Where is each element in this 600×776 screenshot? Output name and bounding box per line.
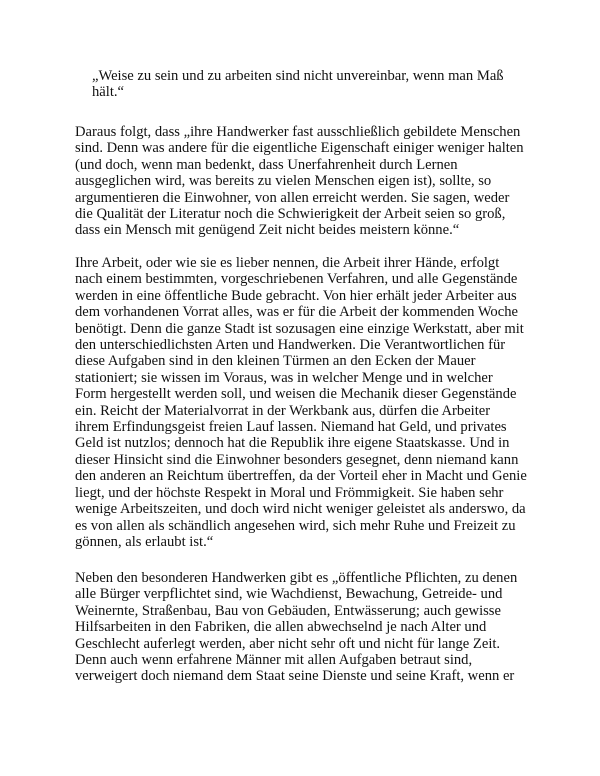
quote-block: „Weise zu sein und zu arbeiten sind nicht unvereinbar, wenn man Maß hält.“ — [92, 68, 504, 101]
paragraph-1: Daraus folgt, dass „ihre Handwerker fast ausschließlich gebildete Menschen sind. Denn was andere für die eigentliche Eigenschaft einiger weniger halten (und doch, wenn man bedenkt, dass Unerfahrenheit durch Lernen ausgeglichen wird, was bereits zu vielen Menschen eigen ist), sollte, so argumentieren die Einwohner, von allen erreicht werden. Sie sagen, weder die Qualität der Literatur noch die Schwierigkeit der Arbeit seien so groß, dass ein Mensch mit genügend Zeit nicht beides meistern könne.“ — [75, 124, 524, 239]
paragraph-3: Neben den besonderen Handwerken gibt es „öffentliche Pflichten, zu denen alle Bürger verpflichtet sind, wie Wachdienst, Bewachung, Getreide- und Weinernte, Straßenbau, Bau von Gebäuden, Entwässerung; auch gewisse Hilfsarbeiten in den Fabriken, die allen abwechselnd je nach Alter und Geschlecht auferlegt werden, aber nicht sehr oft und nicht für lange Zeit. Denn auch wenn erfahrene Männer mit allen Aufgaben betraut sind, verweigert doch niemand dem Staat seine Dienste und seine Kraft, wenn er — [75, 570, 518, 685]
paragraph-2: Ihre Arbeit, oder wie sie es lieber nennen, die Arbeit ihrer Hände, erfolgt nach einem bestimmten, vorgeschriebenen Verfahren, und alle Gegenstände werden in eine öffentliche Bude gebracht. Von hier erhält jeder Arbeiter aus dem vorhandenen Vorrat alles, was er für die Arbeit der kommenden Woche benötigt. Denn die ganze Stadt ist sozusagen eine einzige Werkstatt, aber mit den unterschiedlichsten Arten und Handwerken. Die Verantwortlichen für diese Aufgaben sind in den kleinen Türmen an den Ecken der Mauer stationiert; sie wissen im Voraus, was in welcher Menge und in welcher Form hergestellt werden soll, und weisen die Mechanik dieser Gegenstände ein. Reicht der Materialvorrat in der Werkbank aus, dürfen die Arbeiter ihrem Erfindungsgeist freien Lauf lassen. Niemand hat Geld, und privates Geld ist nutzlos; dennoch hat die Republik ihre eigene Staatskasse. Und in dieser Hinsicht sind die Einwohner besonders gesegnet, denn niemand kann den anderen an Reichtum übertreffen, da der Vorteil eher in Macht und Genie liegt, und der höchste Respekt in Moral und Frömmigkeit. Sie haben sehr wenige Arbeitszeiten, und doch wird nicht weniger geleistet als anderswo, da es von allen als schändlich angesehen wird, sich mehr Ruhe und Freizeit zu gönnen, als erlaubt ist.“ — [75, 255, 527, 550]
